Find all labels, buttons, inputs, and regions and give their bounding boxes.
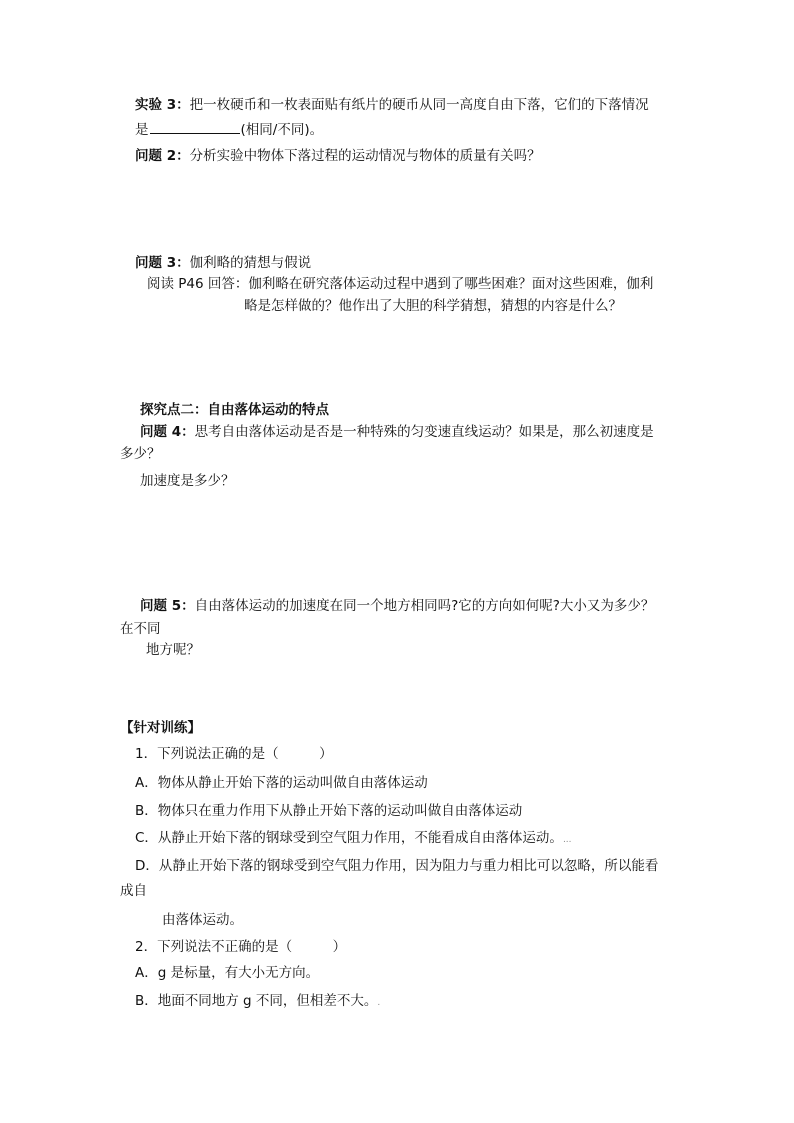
training-q1-stem: 1．下列说法正确的是（ ） [135, 746, 333, 762]
question-3 [135, 253, 311, 273]
training-q2-option-b-mark: . [377, 998, 381, 1008]
training-q1-option-d: D．从静止开始下落的钢球受到空气阻力作用，因为阻力与重力相比可以忽略，所以能看 [135, 858, 659, 874]
training-q1-option-b: B．物体只在重力作用下从静止开始下落的运动叫做自由落体运动 [135, 803, 523, 819]
question-3-line2: 阅读 P46 回答：伽利略在研究落体运动过程中遇到了哪些困难？面对这些困难，伽利 [147, 276, 654, 292]
experiment-3-label: 实验 3： [135, 97, 190, 113]
experiment-3-text: 把一枚硬币和一枚表面贴有纸片的硬币从同一高度自由下落，它们的下落情况 [189, 97, 649, 113]
training-q2-option-b [135, 991, 380, 1013]
question-4-line3: 加速度是多少？ [140, 473, 235, 489]
question-4-text: 思考自由落体运动是否是一种特殊的匀变速直线运动？如果是，那么初速度是 [194, 424, 654, 440]
section-2-title: 探究点二：自由落体运动的特点 [140, 402, 329, 418]
training-q2-option-b-text: B．地面不同地方 g 不同，但相差不大。 [135, 993, 378, 1009]
question-3-text: 伽利略的猜想与假说 [189, 255, 312, 271]
experiment-3-prefix: 是 [135, 122, 149, 138]
experiment-3-line1 [135, 95, 649, 115]
training-q1-option-a: A．物体从静止开始下落的运动叫做自由落体运动 [135, 775, 428, 791]
fill-in-blank[interactable] [150, 121, 240, 134]
question-5-text: 自由落体运动的加速度在同一个地方相同吗?它的方向如何呢?大小又为多少？ [194, 598, 655, 614]
experiment-3-suffix: (相同/不同)。 [240, 122, 324, 138]
question-3-line3: 略是怎样做的？他作出了大胆的科学猜想，猜想的内容是什么？ [244, 298, 622, 314]
experiment-3-line2 [135, 120, 323, 140]
question-3-label: 问题 3： [135, 255, 190, 271]
question-5-line2: 在不同 [120, 621, 161, 637]
question-5-line3: 地方呢？ [146, 642, 200, 658]
training-q1-option-d-line3: 由落体运动。 [162, 912, 243, 928]
question-4-label: 问题 4： [140, 424, 195, 440]
question-4 [140, 422, 654, 442]
question-2-text: 分析实验中物体下落过程的运动情况与物体的质量有关吗？ [189, 148, 541, 164]
question-2-label: 问题 2： [135, 148, 190, 164]
training-q1-option-c [135, 828, 572, 850]
training-q2-option-a: A．g 是标量，有大小无方向。 [135, 965, 320, 981]
training-q1-option-c-text: C．从静止开始下落的钢球受到空气阻力作用，不能看成自由落体运动。 [135, 830, 563, 846]
training-q1-option-d-line2: 成自 [120, 883, 147, 899]
question-2 [135, 146, 541, 166]
question-5 [140, 596, 654, 616]
question-4-line2: 多少？ [120, 446, 161, 462]
training-q2-stem: 2．下列说法不正确的是（ ） [135, 939, 347, 955]
training-title: 【针对训练】 [120, 720, 201, 736]
training-q1-option-c-mark: ... [562, 835, 572, 845]
question-5-label: 问题 5： [140, 598, 195, 614]
